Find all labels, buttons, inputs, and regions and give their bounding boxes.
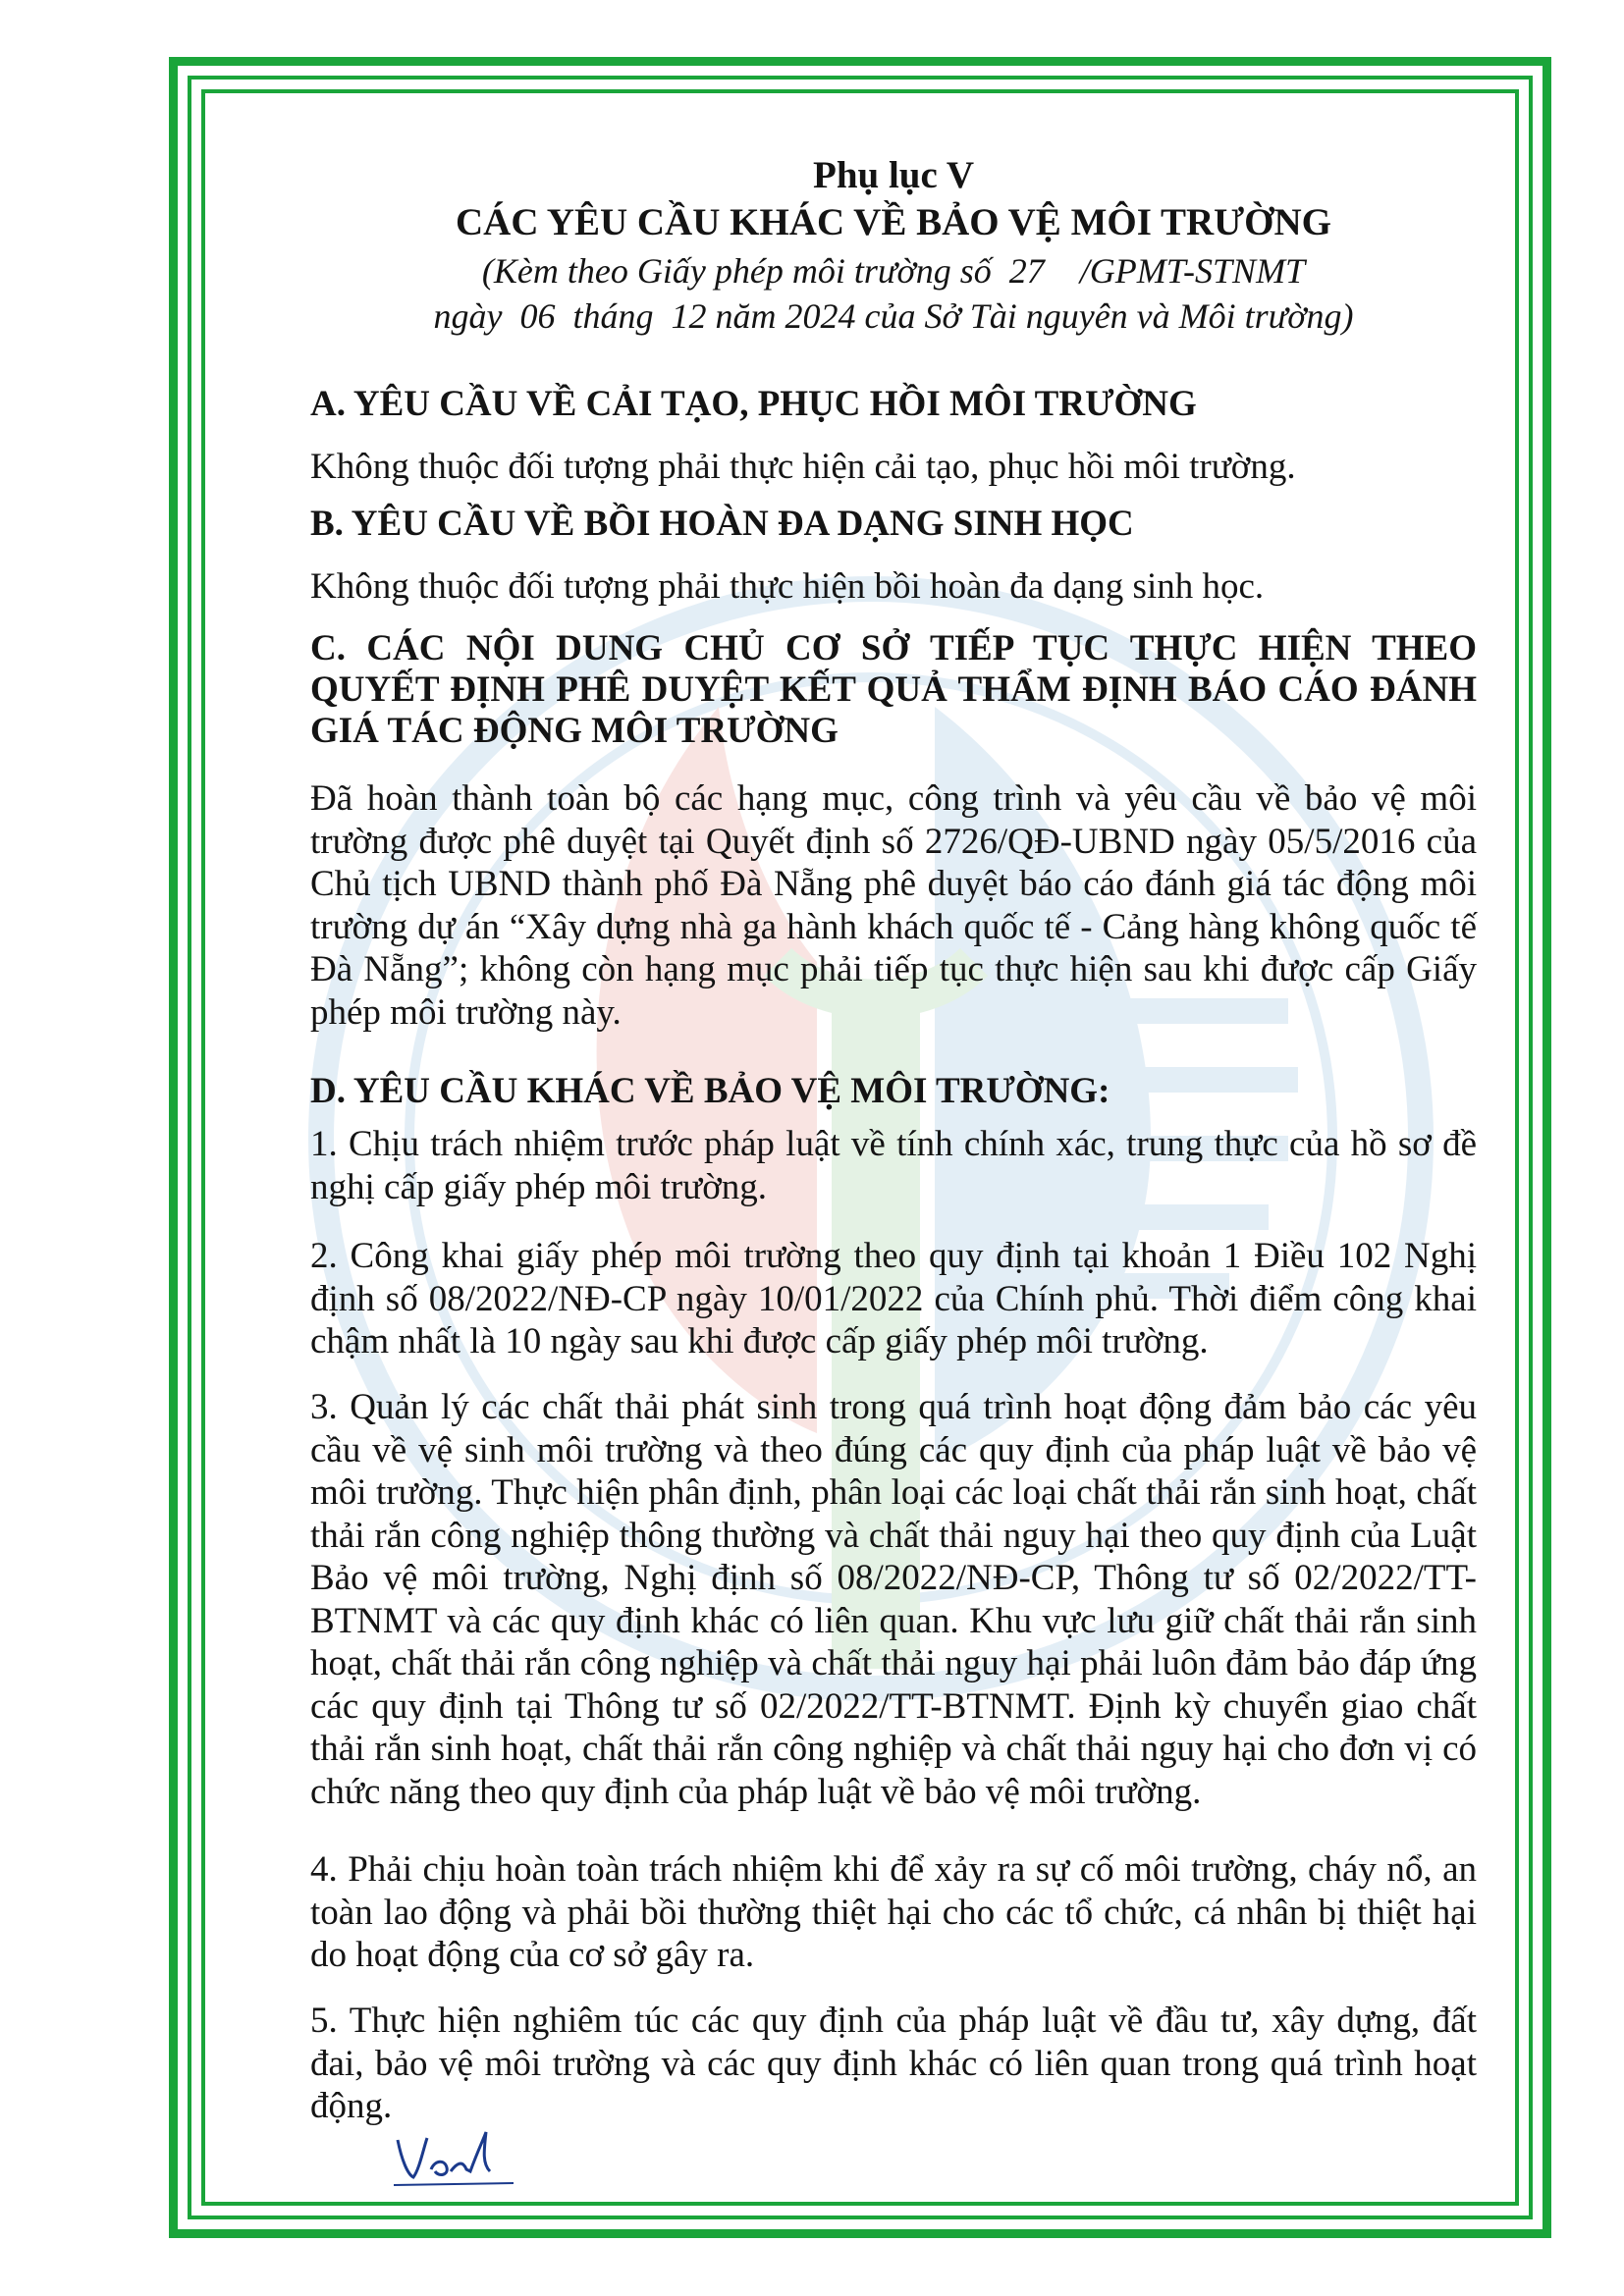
subtitle-suffix: /GPMT-STNMT xyxy=(1079,251,1306,291)
section-b-text: Không thuộc đối tượng phải thực hiện bồi hoàn đa dạng sinh học. xyxy=(310,566,1265,607)
section-c-text: Đã hoàn thành toàn bộ các hạng mục, công trình và yêu cầu về bảo vệ môi trường được phê duyệt tại Quyết định số 2726/QĐ-UBND ngày 05/5/2016 của Chủ tịch UBND thành phố Đà Nẵng phê duyệt báo cáo đánh giá tác động môi trường dự án “Xây dựng nhà ga hành khách quốc tế - Cảng hàng không quốc tế Đà Nẵng”; không còn hạng mục phải tiếp tục thực hiện sau khi được cấp Giấy phép môi trường này. xyxy=(310,778,1477,1033)
subtitle-line-1 xyxy=(310,249,1477,293)
d-item-1: 1. Chịu trách nhiệm trước pháp luật về tính chính xác, trung thực của hồ sơ đề nghị cấp giấy phép môi trường. xyxy=(310,1124,1477,1207)
section-a-text: Không thuộc đối tượng phải thực hiện cải tạo, phục hồi môi trường. xyxy=(310,447,1296,487)
issue-day: 06 xyxy=(519,296,556,336)
section-c-heading: C. CÁC NỘI DUNG CHỦ CƠ SỞ TIẾP TỤC THỰC HIỆN THEO QUYẾT ĐỊNH PHÊ DUYỆT KẾT QUẢ THẨM ĐỊNH BÁO CÁO ĐÁNH GIÁ TÁC ĐỘNG MÔI TRƯỜNG xyxy=(310,628,1477,751)
appendix-label: Phụ lục V xyxy=(813,154,974,196)
d-item-3: 3. Quản lý các chất thải phát sinh trong quá trình hoạt động đảm bảo các yêu cầu về vệ sinh môi trường và theo đúng các quy định của pháp luật về bảo vệ môi trường. Thực hiện phân định, phân loại các loại chất thải rắn sinh hoạt, chất thải rắn công nghiệp thông thường và chất thải nguy hại theo quy định của Luật Bảo vệ môi trường, Nghị định số 08/2022/NĐ-CP, Thông tư số 02/2022/TT-BTNMT và các quy định khác có liên quan. Khu vực lưu giữ chất thải rắn sinh hoạt, chất thải rắn công nghiệp và chất thải nguy hại phải luôn đảm bảo đáp ứng các quy định tại Thông tư số 02/2022/TT-BTNMT. Định kỳ chuyển giao chất thải rắn sinh hoạt, chất thải rắn công nghiệp và chất thải nguy hại cho đơn vị có chức năng theo quy định của pháp luật về bảo vệ môi trường. xyxy=(310,1387,1477,1812)
year-and-issuer: năm 2024 của Sở Tài nguyên và Môi trường) xyxy=(715,296,1354,336)
handwritten-initials xyxy=(388,2120,525,2195)
month-label: tháng xyxy=(572,296,654,336)
d-item-2: 2. Công khai giấy phép môi trường theo quy định tại khoản 1 Điều 102 Nghị định số 08/2022/NĐ-CP ngày 10/01/2022 của Chính phủ. Thời điểm công khai chậm nhất là 10 ngày sau khi được cấp giấy phép môi trường. xyxy=(310,1236,1477,1362)
document-title: CÁC YÊU CẦU KHÁC VỀ BẢO VỆ MÔI TRƯỜNG xyxy=(455,201,1331,243)
d-item-4: 4. Phải chịu hoàn toàn trách nhiệm khi để xảy ra sự cố môi trường, cháy nổ, an toàn lao động và phải bồi thường thiệt hại cho các tổ chức, cá nhân bị thiệt hại do hoạt động của cơ sở gây ra. xyxy=(310,1849,1477,1975)
d-item-5: 5. Thực hiện nghiêm túc các quy định của pháp luật về đầu tư, xây dựng, đất đai, bảo vệ môi trường và các quy định khác có liên quan trong quá trình hoạt động. xyxy=(310,2001,1477,2126)
permit-number: 27 xyxy=(1008,251,1045,291)
section-d-heading: D. YÊU CẦU KHÁC VỀ BẢO VỆ MÔI TRƯỜNG: xyxy=(310,1071,1110,1111)
issue-month: 12 xyxy=(671,296,707,336)
day-label: ngày xyxy=(433,296,503,336)
section-a-heading: A. YÊU CẦU VỀ CẢI TẠO, PHỤC HỒI MÔI TRƯỜNG xyxy=(310,384,1197,424)
section-b-heading: B. YÊU CẦU VỀ BỒI HOÀN ĐA DẠNG SINH HỌC xyxy=(310,504,1134,544)
subtitle-line-2 xyxy=(310,294,1477,338)
subtitle-prefix: (Kèm theo Giấy phép môi trường số xyxy=(481,251,992,291)
